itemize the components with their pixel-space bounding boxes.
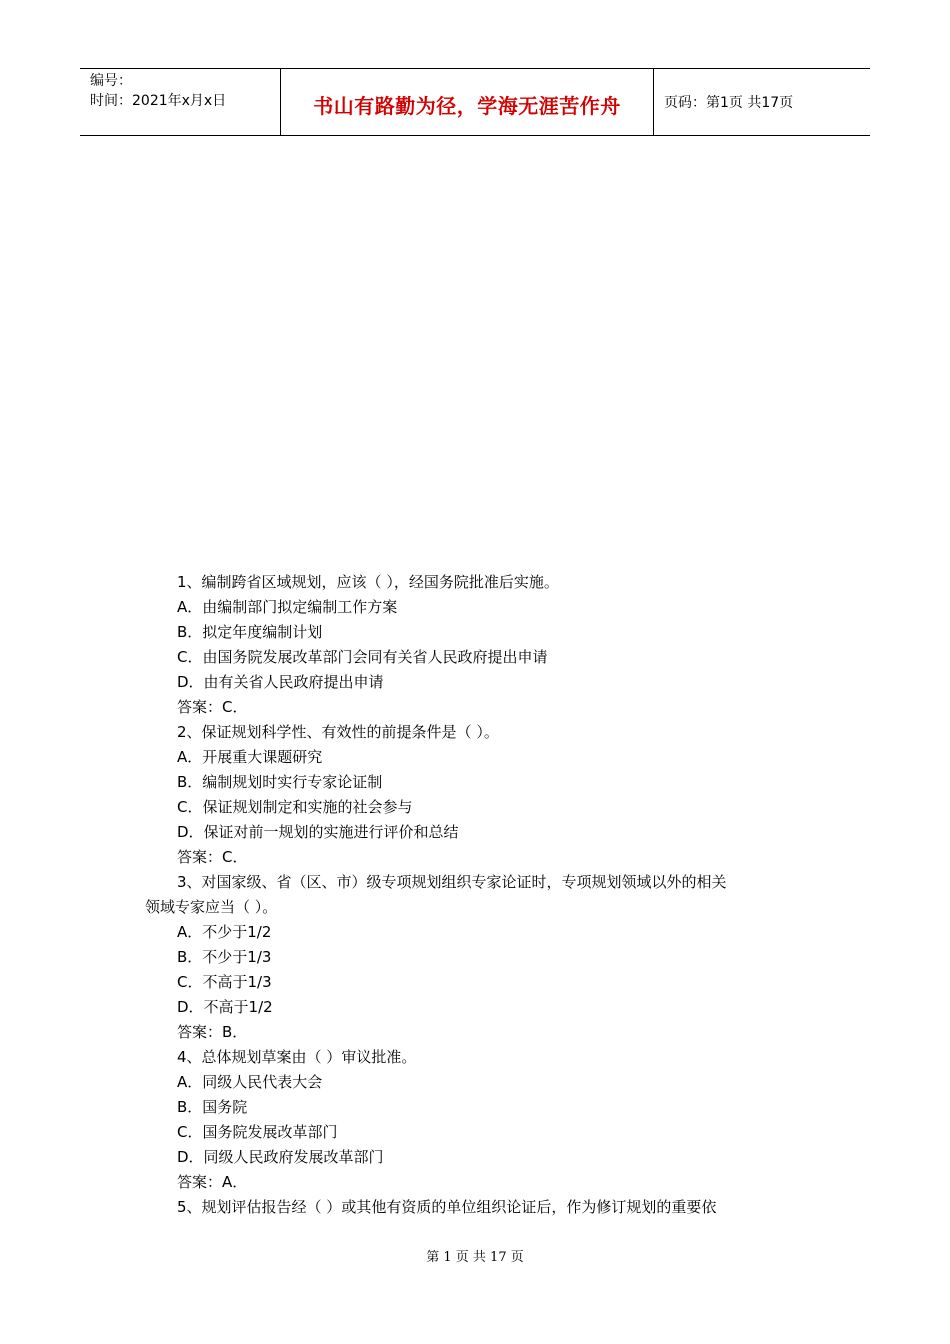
option-line: A．不少于1/2 bbox=[177, 923, 272, 941]
header-meta bbox=[80, 69, 281, 135]
question-line: 4、总体规划草案由（ ）审议批准。 bbox=[177, 1048, 417, 1066]
option-line: A．开展重大课题研究 bbox=[177, 748, 323, 766]
answer-line: 答案：A． bbox=[177, 1173, 248, 1191]
page-info: 页码：第1页 共17页 bbox=[664, 95, 794, 111]
option-line: B．国务院 bbox=[177, 1098, 248, 1116]
option-line: C．由国务院发展改革部门会同有关省人民政府提出申请 bbox=[177, 648, 548, 666]
page-footer: 第 1 页 共 17 页 bbox=[426, 1250, 524, 1265]
question-line: 3、对国家级、省（区、市）级专项规划组织专家论证时，专项规划领域以外的相关 bbox=[177, 873, 727, 891]
question-content bbox=[145, 570, 805, 1220]
option-line: D．不高于1/2 bbox=[177, 998, 273, 1016]
option-line: D．由有关省人民政府提出申请 bbox=[177, 673, 384, 691]
option-line: C．保证规划制定和实施的社会参与 bbox=[177, 798, 413, 816]
motto: 书山有路勤为径，学海无涯苦作舟 bbox=[313, 93, 621, 118]
option-line: A．同级人民代表大会 bbox=[177, 1073, 323, 1091]
question-line: 5、规划评估报告经（ ）或其他有资质的单位组织论证后，作为修订规划的重要依 bbox=[177, 1198, 717, 1216]
document-date: 时间：2021年x月x日 bbox=[90, 93, 227, 109]
option-line: B．编制规划时实行专家论证制 bbox=[177, 773, 383, 791]
option-line: B．不少于1/3 bbox=[177, 948, 272, 966]
option-line: B．拟定年度编制计划 bbox=[177, 623, 323, 641]
question-line: 2、保证规划科学性、有效性的前提条件是（ ）。 bbox=[177, 723, 499, 741]
option-line: D．同级人民政府发展改革部门 bbox=[177, 1148, 384, 1166]
document-number: 编号： bbox=[90, 73, 132, 89]
header-motto-cell bbox=[281, 69, 654, 135]
option-line: D．保证对前一规划的实施进行评价和总结 bbox=[177, 823, 459, 841]
answer-line: 答案：C． bbox=[177, 698, 248, 716]
page-header bbox=[80, 68, 870, 136]
option-line: A．由编制部门拟定编制工作方案 bbox=[177, 598, 398, 616]
option-line: C．国务院发展改革部门 bbox=[177, 1123, 338, 1141]
answer-line: 答案：B． bbox=[177, 1023, 248, 1041]
question-line-continued: 领域专家应当（ ）。 bbox=[145, 898, 278, 916]
option-line: C．不高于1/3 bbox=[177, 973, 272, 991]
answer-line: 答案：C． bbox=[177, 848, 248, 866]
header-page-info-cell bbox=[654, 69, 870, 135]
question-line: 1、编制跨省区域规划，应该（ ），经国务院批准后实施。 bbox=[177, 573, 559, 591]
